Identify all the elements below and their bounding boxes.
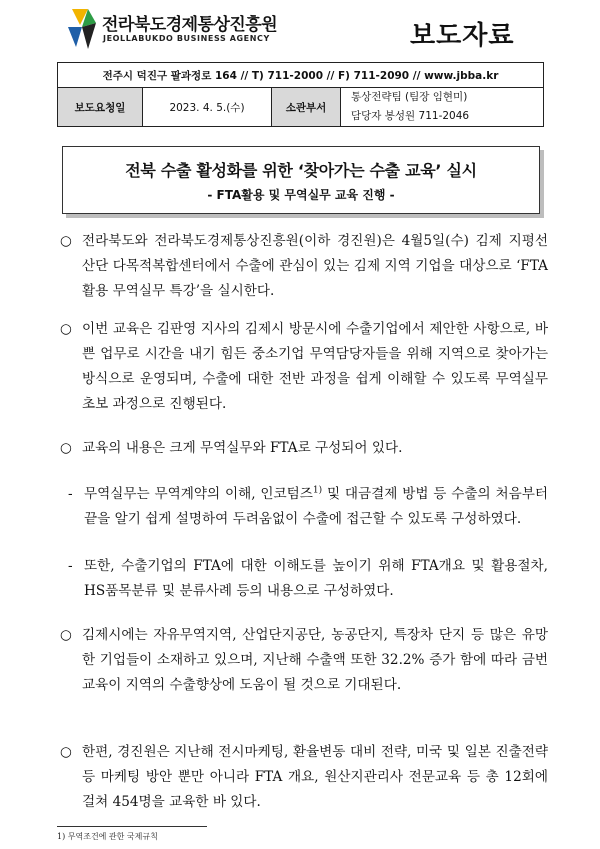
footnote-divider: [57, 826, 207, 827]
title-box: [62, 146, 540, 214]
footnote: 1) 무역조건에 관한 국제규칙: [57, 832, 158, 841]
contact-line: 전주시 덕진구 팔과정로 164 // T) 711-2000 // F) 711-2090 // www.jbba.kr: [58, 63, 544, 88]
request-date: 2023. 4. 5.(수): [143, 88, 272, 127]
request-date-label: 보도요청일: [58, 88, 143, 127]
sub-item-text-start: 무역실무는 무역계약의 이해, 인코텀즈: [84, 486, 313, 502]
dept-info: [341, 88, 544, 127]
page-title: 전북 수출 활성화를 위한 ‘찾아가는 수출 교육’ 실시: [125, 161, 477, 180]
dept-team: 통상전략팀 (팀장 임현미): [351, 91, 468, 103]
contact-row: [58, 63, 544, 88]
bullet-mark: ○: [60, 627, 72, 643]
paragraph-text: 전라북도와 전라북도경제통상진흥원(이하 경진원)은 4월5일(수) 김제 지평선산단 다목적복합센터에서 수출에 관심이 있는 김제 지역 기업을 대상으로 ‘FTA 활용 무역실무 특강’을 실시한다.: [82, 233, 548, 299]
bullet-mark: ○: [60, 321, 72, 337]
paragraph-text: 한편, 경진원은 지난해 전시마케팅, 환율변동 대비 전략, 미국 및 일본 진출전략 등 마케팅 방안 뿐만 아니라 FTA 개요, 원산지관리사 전문교육 등 총 12회에 걸쳐 454명을 교육한 바 있다.: [82, 744, 548, 810]
info-table: [57, 62, 544, 127]
bullet-mark: ○: [60, 233, 72, 249]
paragraph-text: 이번 교육은 김판영 지사의 김제시 방문시에 수출기업에서 제안한 사항으로, 바쁜 업무로 시간을 내기 힘든 중소기업 무역담당자들을 위해 지역으로 찾아가는 방식으로 운영되며, 수출에 대한 전반 과정을 쉽게 이해할 수 있도록 무역실무 초보 과정으로 진행된다.: [82, 321, 548, 412]
bullet-mark: ○: [60, 744, 72, 760]
page-subtitle: - FTA활용 및 무역실무 교육 진행 -: [207, 188, 395, 202]
dash-mark: -: [68, 486, 73, 502]
org-name-en: JEOLLABUKDO BUSINESS AGENCY: [103, 34, 270, 43]
dash-mark: -: [68, 558, 73, 574]
sub-item-text: [84, 482, 548, 532]
press-release-label: 보도자료: [410, 21, 515, 51]
paragraph-text: 김제시에는 자유무역지역, 산업단지공단, 농공단지, 특장차 단지 등 많은 유망한 기업들이 소재하고 있으며, 지난해 수출액 또한 32.2% 증가 함에 따라 금번 교육이 지역의 수출향상에 도움이 될 것으로 기대된다.: [82, 627, 548, 693]
org-name: 전라북도경제통상진흥원: [102, 15, 278, 35]
sub-item-text: 또한, 수출기업의 FTA에 대한 이해도를 높이기 위해 FTA개요 및 활용절차, HS품목분류 및 분류사례 등의 내용으로 구성하였다.: [84, 558, 548, 599]
paragraph-text: 교육의 내용은 크게 무역실무와 FTA로 구성되어 있다.: [82, 440, 403, 456]
agency-logo-icon: [66, 7, 98, 51]
meta-row: [58, 88, 544, 127]
page-header: [0, 0, 600, 62]
bullet-mark: ○: [60, 440, 72, 456]
footnote-ref: 1): [312, 485, 323, 496]
dept-label: 소관부서: [272, 88, 341, 127]
dept-contact: 담당자 봉성원 711-2046: [351, 110, 470, 122]
sub-item-text-end: 및 대금결제 방법 등 수출의 처음부터 끝을 알기 쉽게 설명하여 두려움없이 수출에 접근할 수 있도록 구성하였다.: [84, 486, 548, 527]
